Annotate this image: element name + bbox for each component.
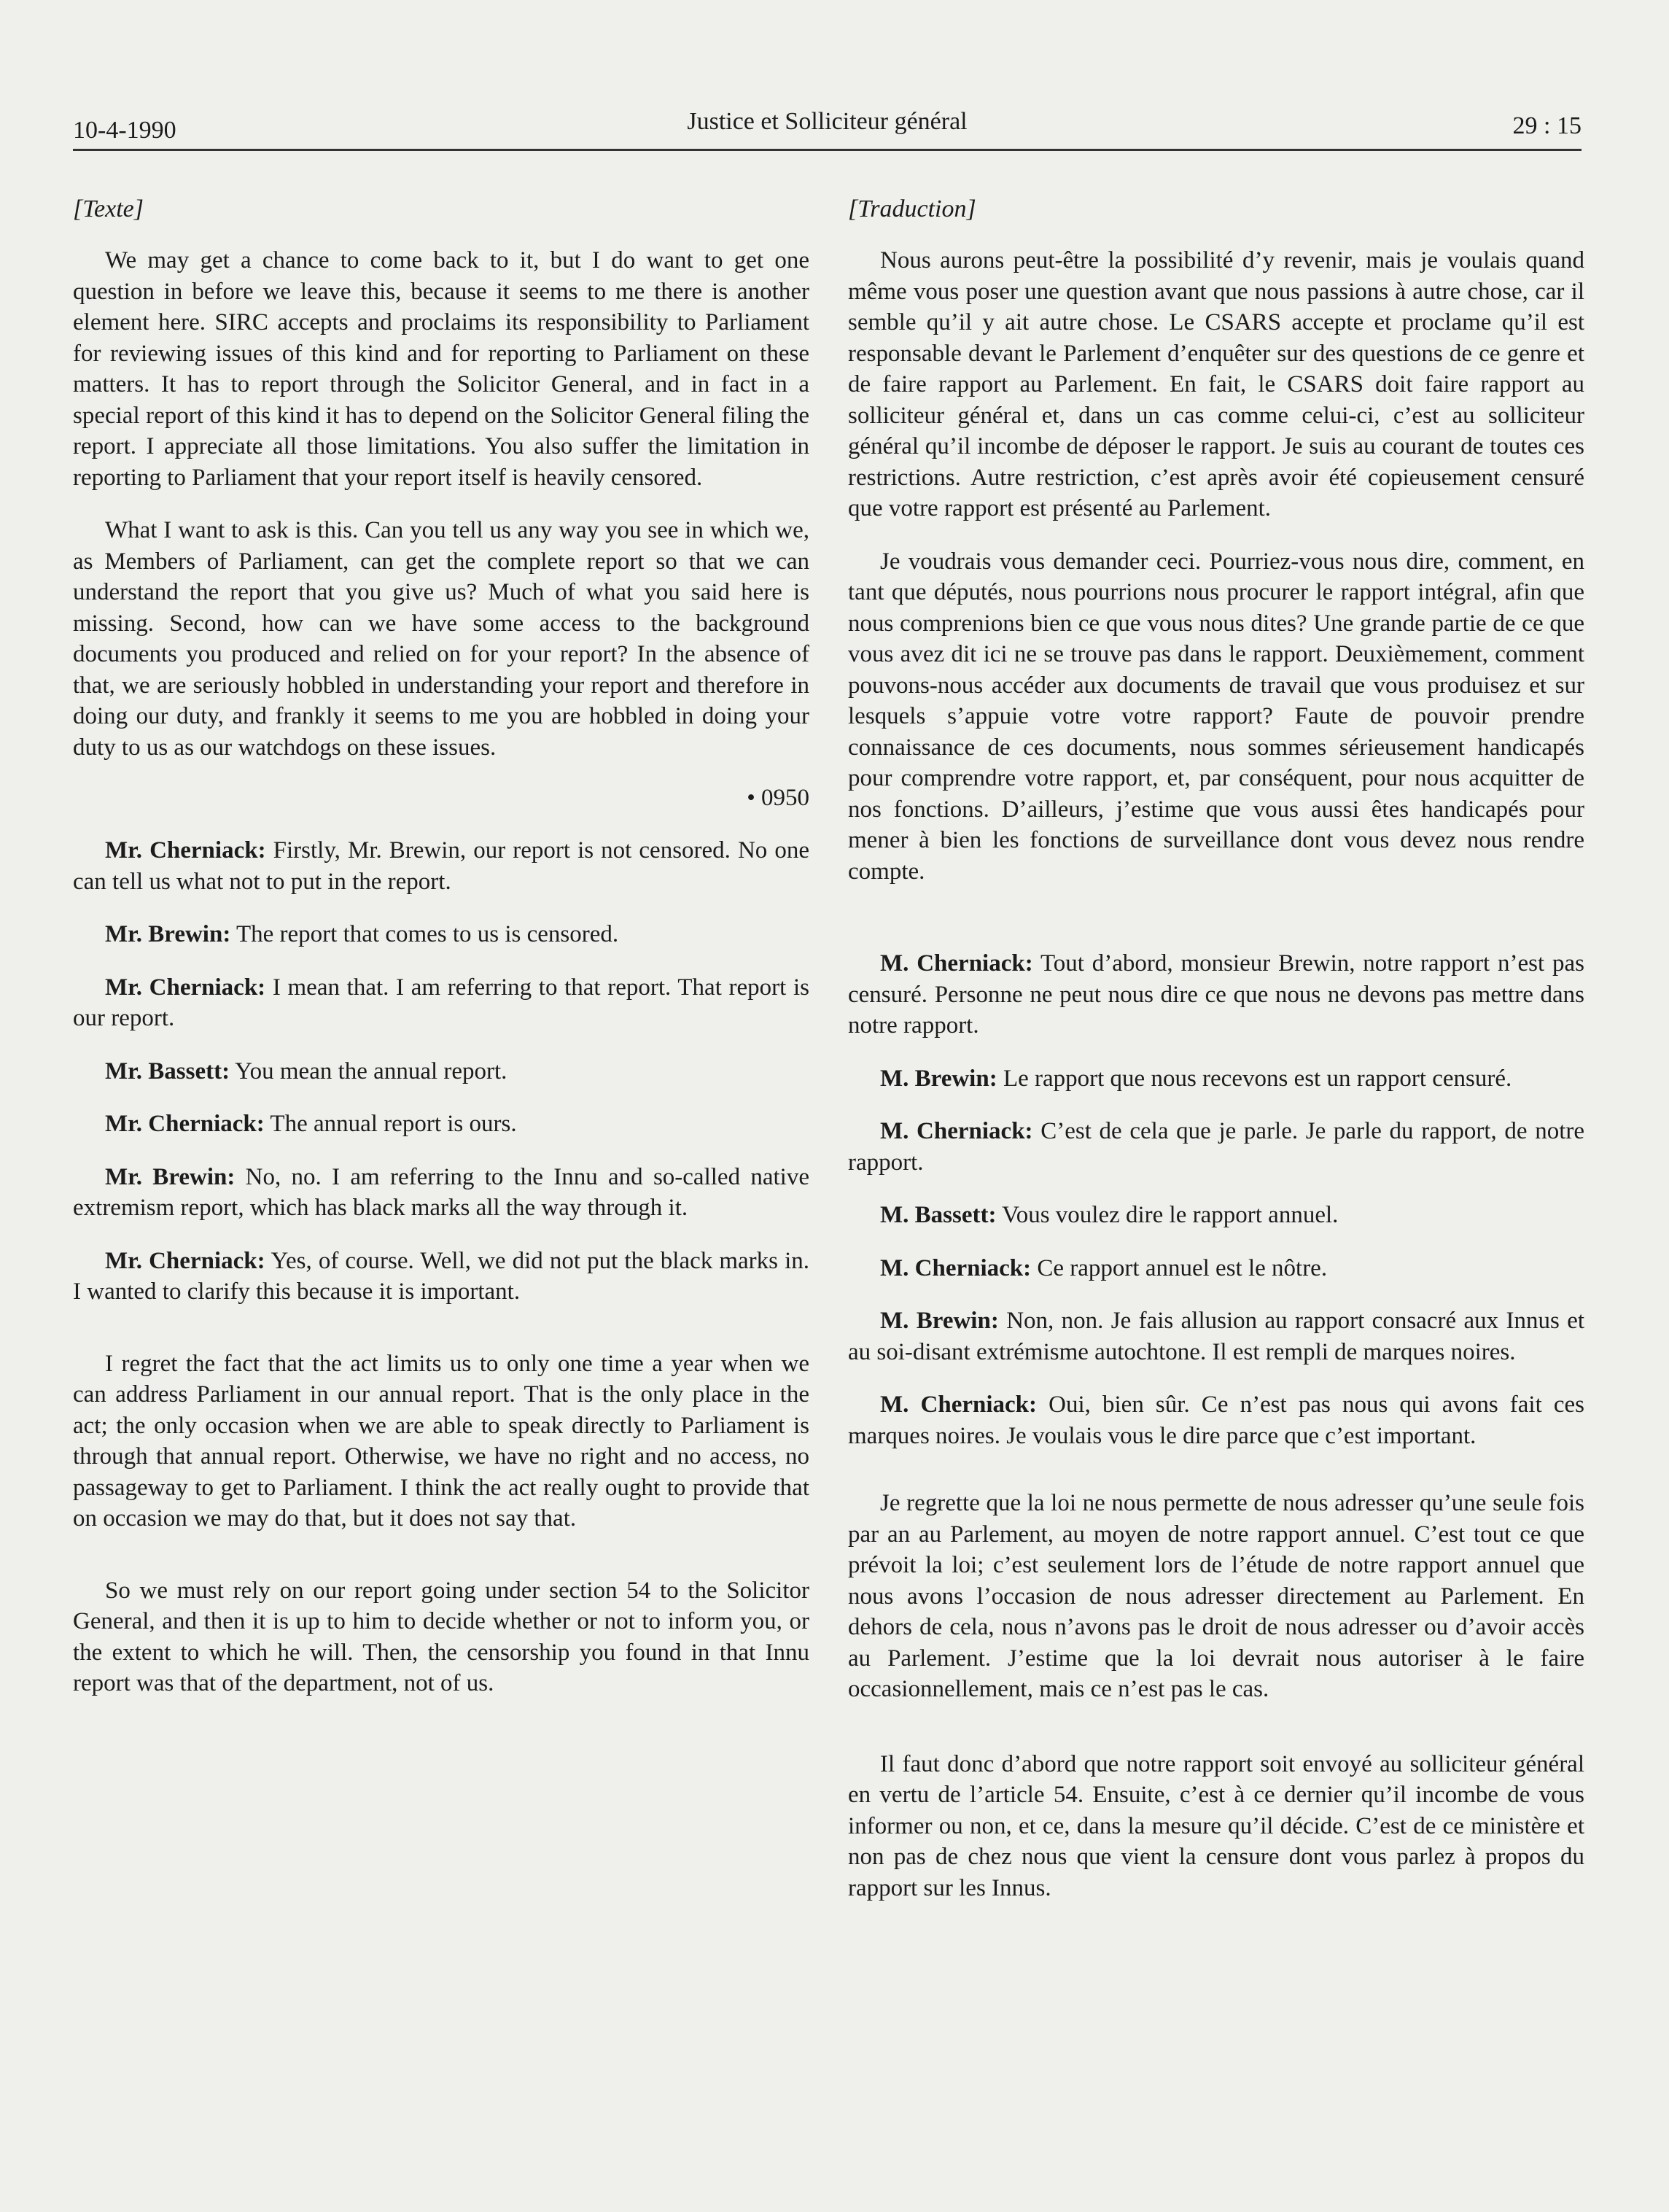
speaker-name: M. Brewin: xyxy=(880,1308,999,1334)
paragraph: We may get a chance to come back to it, but I do want to get one question in before we leave this, because it seems to me there is another element here. SIRC accepts and proclaims its responsibility to Parliament for reviewing issues of this kind and for reporting to Parliament on these matters. It has to report through the Solicitor General, and in fact in a special report of this kind it has to depend on the Solicitor General filing the report. I appreciate all those limitations. You also suffer the limitation in reporting to Parliament that your report itself is heavily censored. xyxy=(73,247,809,491)
paragraph: Mr. Cherniack: Yes, of course. Well, we did not put the black marks in. I wanted to clarify this because it is important. xyxy=(73,1247,809,1305)
paragraph: M. Cherniack: Oui, bien sûr. Ce n’est pas nous qui avons fait ces marques noires. Je voulais vous le dire parce que c’est important. xyxy=(848,1392,1585,1449)
time-marker: • 0950 xyxy=(747,785,809,811)
paragraph: Mr. Cherniack: The annual report is ours. xyxy=(105,1111,517,1137)
paragraph: M. Bassett: Vous voulez dire le rapport annuel. xyxy=(880,1202,1339,1228)
paragraph: M. Brewin: Le rapport que nous recevons est un rapport censuré. xyxy=(880,1065,1512,1092)
paragraph: Mr. Brewin: No, no. I am referring to the Innu and so-called native extremism report, which has black marks all the way through it. xyxy=(73,1163,809,1221)
speaker-name: Mr. Bassett: xyxy=(105,1058,230,1084)
speaker-name: Mr. Brewin: xyxy=(105,1163,236,1190)
paragraph: Je regrette que la loi ne nous permette de nous adresser qu’une seule fois par an au Parlement, au moyen de notre rapport annuel. C’est tout ce que prévoit la loi; c’est seulement lors de l’étude de notre rapport annuel que nous avons l’occasion de nous adresser directement au Parlement. En dehors de cela, nous n’avons pas le droit de nous adresser ou d’avoir accès au Parlement. J’estime que la loi devrait nous autoriser à le faire occasionnellement, mais ce n’est pas le cas. xyxy=(848,1490,1584,1702)
speaker-name: M. Cherniack: xyxy=(880,950,1033,977)
header-page-number: 29 : 15 xyxy=(1512,112,1582,139)
paragraph: So we must rely on our report going under section 54 to the Solicitor General, and then it is up to him to decide whether or not to inform you, or the extent to which he will. Then, the censorship you found in that Innu report was that of the department, not of us. xyxy=(73,1577,809,1696)
paragraph: I regret the fact that the act limits us to only one time a year when we can address Parliament in our annual report. That is the only place in the act; the only occasion when we are able to speak directly to Parliament is through that annual report. Otherwise, we have no right and no access, no passageway to get to Parliament. I think the act really ought to provide that on occasion we may do that, but it does not say that. xyxy=(73,1350,809,1532)
paragraph: M. Cherniack: Ce rapport annuel est le nôtre. xyxy=(880,1254,1328,1281)
paragraph: Mr. Bassett: You mean the annual report. xyxy=(105,1058,507,1084)
paragraph: Mr. Cherniack: I mean that. I am referring to that report. That report is our report. xyxy=(73,974,809,1031)
page-header xyxy=(73,108,1582,151)
paragraph: What I want to ask is this. Can you tell us any way you see in which we, as Members of Parliament, can get the complete report so that we can understand the report that you give us? Much of what you said here is missing. Second, how can we have some access to the background documents you produced and relied on for your report? In the absence of that, we are seriously hobbled in understanding your report and therefore in doing our duty, and frankly it seems to me you are hobbled in doing your duty to us as our watchdogs on these issues. xyxy=(73,517,809,761)
speaker-name: M. Bassett: xyxy=(880,1202,997,1228)
speaker-name: Mr. Cherniack: xyxy=(105,1247,265,1274)
column-label-texte: [Texte] xyxy=(73,195,144,222)
paragraph: Mr. Brewin: The report that comes to us is censored. xyxy=(105,921,619,947)
paragraph: M. Cherniack: Tout d’abord, monsieur Brewin, notre rapport n’est pas censuré. Personne ne peut nous dire ce que nous ne devons pas mettre dans notre rapport. xyxy=(848,950,1584,1039)
speaker-name: M. Cherniack: xyxy=(880,1254,1032,1281)
paragraph: Nous aurons peut-être la possibilité d’y revenir, mais je voulais quand même vous poser une question avant que nous passions à autre chose, car il semble qu’il y ait autre chose. Le CSARS accepte et proclame qu’il est responsable devant le Parlement d’enquêter sur des questions de ce genre et de faire rapport au Parlement. En fait, le CSARS doit faire rapport au solliciteur général et, dans un cas comme celui-ci, c’est au solliciteur général qu’il incombe de déposer le rapport. Je suis au courant de toutes ces restrictions. Autre restriction, c’est après avoir été copieusement censuré que votre rapport est présenté au Parlement. xyxy=(848,247,1584,521)
speaker-name: Mr. Cherniack: xyxy=(105,974,266,1001)
header-date: 10-4-1990 xyxy=(73,117,176,144)
speaker-name: Mr. Brewin: xyxy=(105,921,231,947)
column-label-traduction: [Traduction] xyxy=(848,195,976,222)
right-column xyxy=(848,195,1584,1925)
header-title: Justice et Solliciteur général xyxy=(687,108,968,135)
paragraph: M. Cherniack: C’est de cela que je parle. Je parle du rapport, de notre rapport. xyxy=(848,1118,1585,1176)
paragraph: Je voudrais vous demander ceci. Pourriez-vous nous dire, comment, en tant que députés, nous pourrions nous procurer le rapport intégral, afin que nous comprenions bien ce que vous nous dites? Une grande partie de ce que vous avez dit ici ne se trouve pas dans le rapport. Deuxièmement, comment pouvons-nous accéder aux documents de travail que vous produisez et sur lesquels s’appuie votre votre rapport? Faute de pouvoir prendre connaissance de ces documents, nous sommes sérieusement handicapés pour comprendre votre rapport, et, par conséquent, pour nous acquitter de nos fonctions. D’ailleurs, j’estime que vous aussi êtes handicapés pour mener à bien les fonctions de surveillance dont vous devez nous rendre compte. xyxy=(848,548,1584,885)
speaker-name: Mr. Cherniack: xyxy=(105,1111,265,1137)
paragraph: Mr. Cherniack: Firstly, Mr. Brewin, our report is not censored. No one can tell us what not to put in the report. xyxy=(73,837,810,895)
speaker-name: M. Brewin: xyxy=(880,1065,997,1092)
left-column xyxy=(73,195,809,1721)
speaker-name: Mr. Cherniack: xyxy=(105,837,266,864)
speaker-name: M. Cherniack: xyxy=(880,1118,1033,1144)
paragraph: Il faut donc d’abord que notre rapport soit envoyé au solliciteur général en vertu de l’article 54. Ensuite, c’est à ce dernier qu’il incombe de vous informer ou non, et ce, dans la mesure qu’il décide. C’est de ce ministère et non pas de chez nous que vient la censure dont vous parlez à propos du rapport sur les Innus. xyxy=(848,1750,1584,1901)
speaker-name: M. Cherniack: xyxy=(880,1392,1038,1418)
paragraph: M. Brewin: Non, non. Je fais allusion au rapport consacré aux Innus et au soi-disant extrémisme autochtone. Il est rempli de marques noires. xyxy=(848,1308,1585,1365)
